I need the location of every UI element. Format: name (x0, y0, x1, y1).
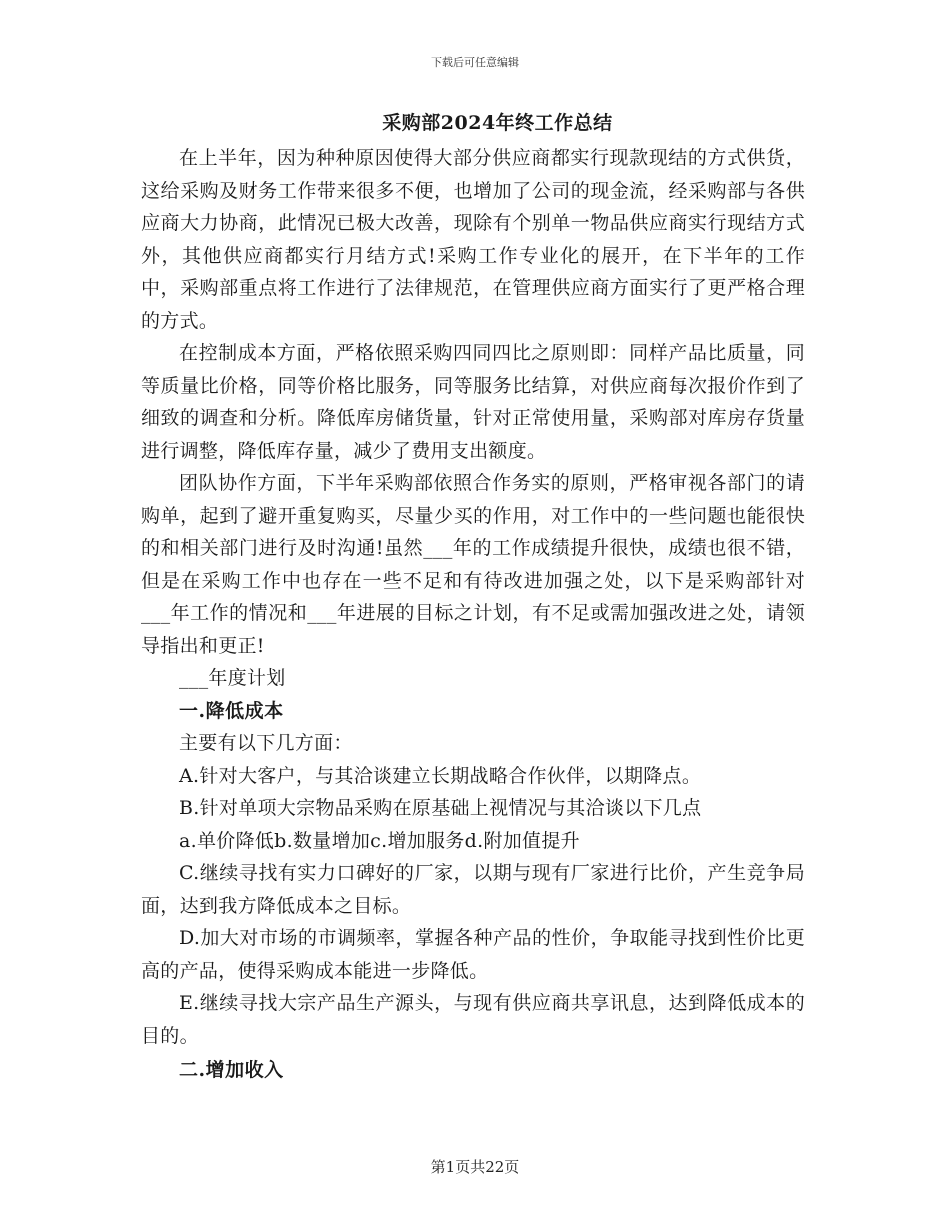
paragraph-annual-plan: ___年度计划 (179, 667, 286, 689)
list-item-b-sub: a.单价降低b.数量增加c.增加服务d.附加值提升 (179, 829, 580, 852)
paragraph-team-collaboration: 团队协作方面，下半年采购部依照合作务实的原则，严格审视各部门的请购单，起到了避开重复购买，尽量少买的作用，对工作中的一些问题也能很快的和相关部门进行及时沟通!虽然___年的工作成绩提升很快，成绩也很不错，但是在采购工作中也存在一些不足和有待改进加强之处，以下是采购部针对___年工作的情况和___年进展的目标之计划，有不足或需加强改进之处，请领导指出和更正! (141, 472, 805, 657)
list-item-b: B.针对单项大宗物品采购在原基础上视情况与其洽谈以下几点 (179, 797, 702, 819)
page-header-note: 下载后可任意编辑 (431, 56, 519, 69)
document-title: 采购部2024年终工作总结 (382, 112, 613, 134)
paragraph-cost-control: 在控制成本方面，严格依照采购四同四比之原则即：同样产品比质量，同等质量比价格，同等价格比服务，同等服务比结算，对供应商每次报价作到了细致的调查和分析。降低库房储货量，针对正常使用量，采购部对库房存货量进行调整，降低库存量，减少了费用支出额度。 (141, 342, 805, 462)
paragraph-first-half-year: 在上半年，因为种种原因使得大部分供应商都实行现款现结的方式供货，这给采购及财务工作带来很多不便，也增加了公司的现金流，经采购部与各供应商大力协商，此情况已极大改善，现除有个别单一物品供应商实行现结方式外，其他供应商都实行月结方式!采购工作专业化的展开，在下半年的工作中，采购部重点将工作进行了法律规范，在管理供应商方面实行了更严格合理的方式。 (141, 147, 805, 332)
page-footer: 第1页共22页 (430, 1158, 520, 1176)
list-item-c: C.继续寻找有实力口碑好的厂家，以期与现有厂家进行比价，产生竞争局面，达到我方降低成本之目标。 (141, 862, 805, 917)
section-heading-increase-income: 二.增加收入 (179, 1059, 284, 1081)
section-heading-reduce-cost: 一.降低成本 (179, 699, 284, 722)
list-item-d: D.加大对市场的市调频率，掌握各种产品的性价，争取能寻找到性价比更高的产品，使得采购成本能进一步降低。 (141, 927, 805, 982)
list-item-e: E.继续寻找大宗产品生产源头，与现有供应商共享讯息，达到降低成本的目的。 (141, 992, 805, 1047)
section-intro: 主要有以下几方面： (179, 732, 353, 754)
document-body (141, 142, 805, 1087)
list-item-a: A.针对大客户，与其洽谈建立长期战略合作伙伴，以期降点。 (179, 764, 702, 787)
